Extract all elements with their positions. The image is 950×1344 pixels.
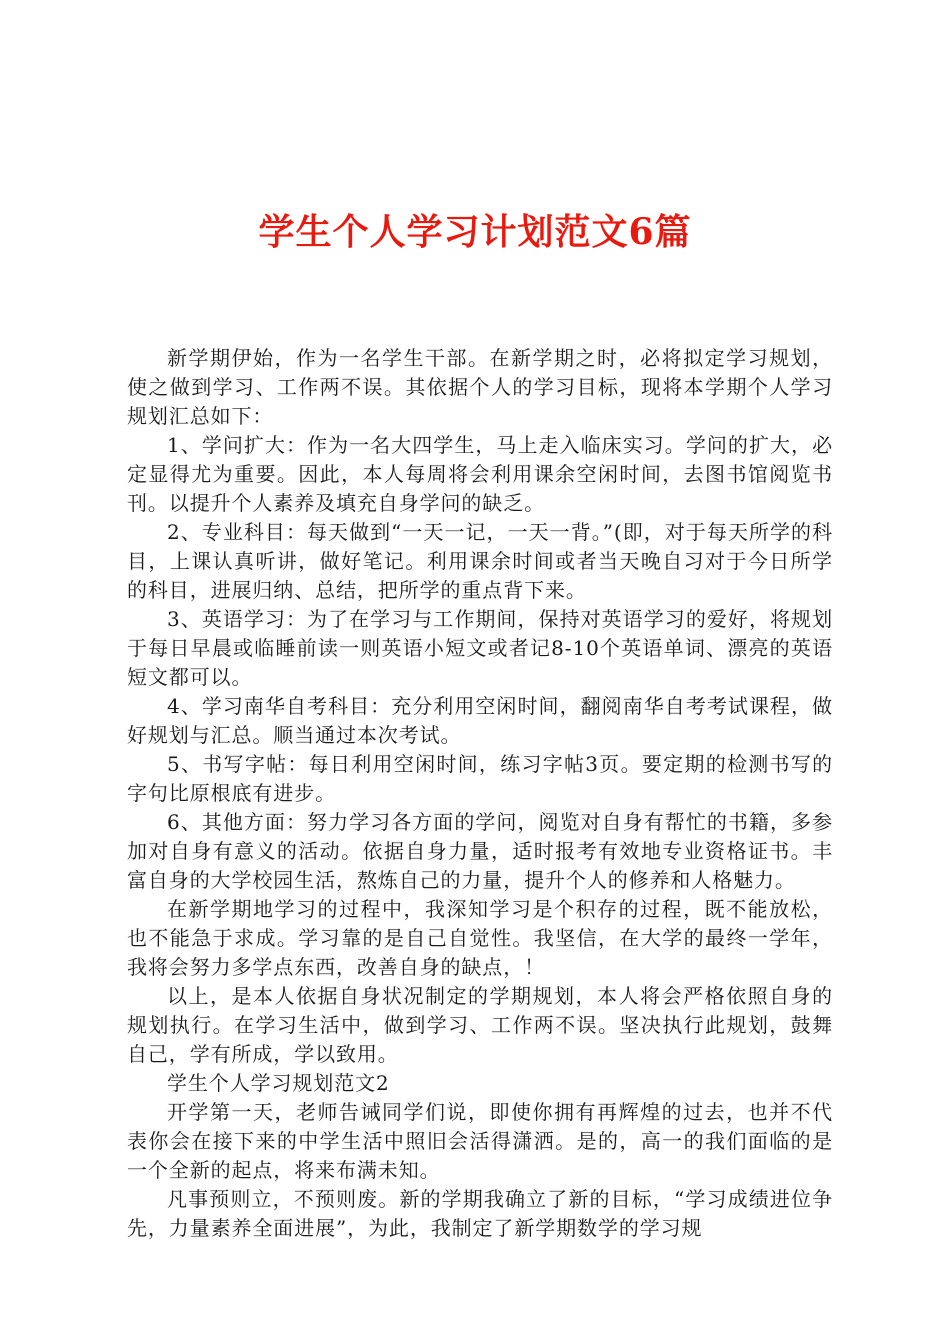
paragraph-item-2: 2、专业科目：每天做到“一天一记，一天一背。”(即，对于每天所学的科目，上课认真听讲，做好笔记。利用课余时间或者当天晚自习对于今日所学的科目，进展归纳、总结，把所学的重点背下来。	[127, 520, 833, 602]
document-title: 学生个人学习计划范文6篇	[258, 211, 692, 253]
paragraph-section2-2: 凡事预则立，不预则废。新的学期我确立了新的目标，“学习成绩进位争先，力量素养全面进展”，为此，我制定了新学期数学的学习规	[127, 1187, 833, 1240]
paragraph-item-4: 4、学习南华自考科目：充分利用空闲时间，翻阅南华自考考试课程，做好规划与汇总。顺当通过本次考试。	[127, 694, 833, 747]
section-heading-2: 学生个人学习规划范文2	[167, 1071, 390, 1095]
paragraph-item-3: 3、英语学习：为了在学习与工作期间，保持对英语学习的爱好，将规划于每日早晨或临睡前读一则英语小短文或者记8-10个英语单词、漂亮的英语短文都可以。	[127, 607, 833, 689]
paragraph-intro: 新学期伊始，作为一名学生干部。在新学期之时，必将拟定学习规划，使之做到学习、工作两不误。其依据个人的学习目标，现将本学期个人学习规划汇总如下：	[127, 346, 833, 428]
paragraph-section2-1: 开学第一天，老师告诫同学们说，即使你拥有再辉煌的过去，也并不代表你会在接下来的中学生活中照旧会活得潇洒。是的，高一的我们面临的是一个全新的起点，将来布满未知。	[127, 1100, 833, 1182]
paragraph-item-1: 1、学问扩大：作为一名大四学生，马上走入临床实习。学问的扩大，必定显得尤为重要。因此，本人每周将会利用课余空闲时间，去图书馆阅览书刊。以提升个人素养及填充自身学问的缺乏。	[127, 433, 833, 515]
paragraph-item-5: 5、书写字帖：每日利用空闲时间，练习字帖3页。要定期的检测书写的字句比原根底有进步。	[127, 752, 833, 805]
document-body	[127, 344, 833, 1243]
paragraph-conclusion: 以上，是本人依据自身状况制定的学期规划，本人将会严格依照自身的规划执行。在学习生活中，做到学习、工作两不误。坚决执行此规划，鼓舞自己，学有所成，学以致用。	[127, 984, 833, 1066]
paragraph-reflection: 在新学期地学习的过程中，我深知学习是个积存的过程，既不能放松，也不能急于求成。学习靠的是自己自觉性。我坚信，在大学的最终一学年，我将会努力多学点东西，改善自身的缺点，！	[127, 897, 833, 979]
paragraph-item-6: 6、其他方面：努力学习各方面的学问，阅览对自身有帮忙的书籍，多参加对自身有意义的活动。依据自身力量，适时报考有效地专业资格证书。丰富自身的大学校园生活，熬炼自己的力量，提升个人的修养和人格魅力。	[127, 810, 833, 892]
